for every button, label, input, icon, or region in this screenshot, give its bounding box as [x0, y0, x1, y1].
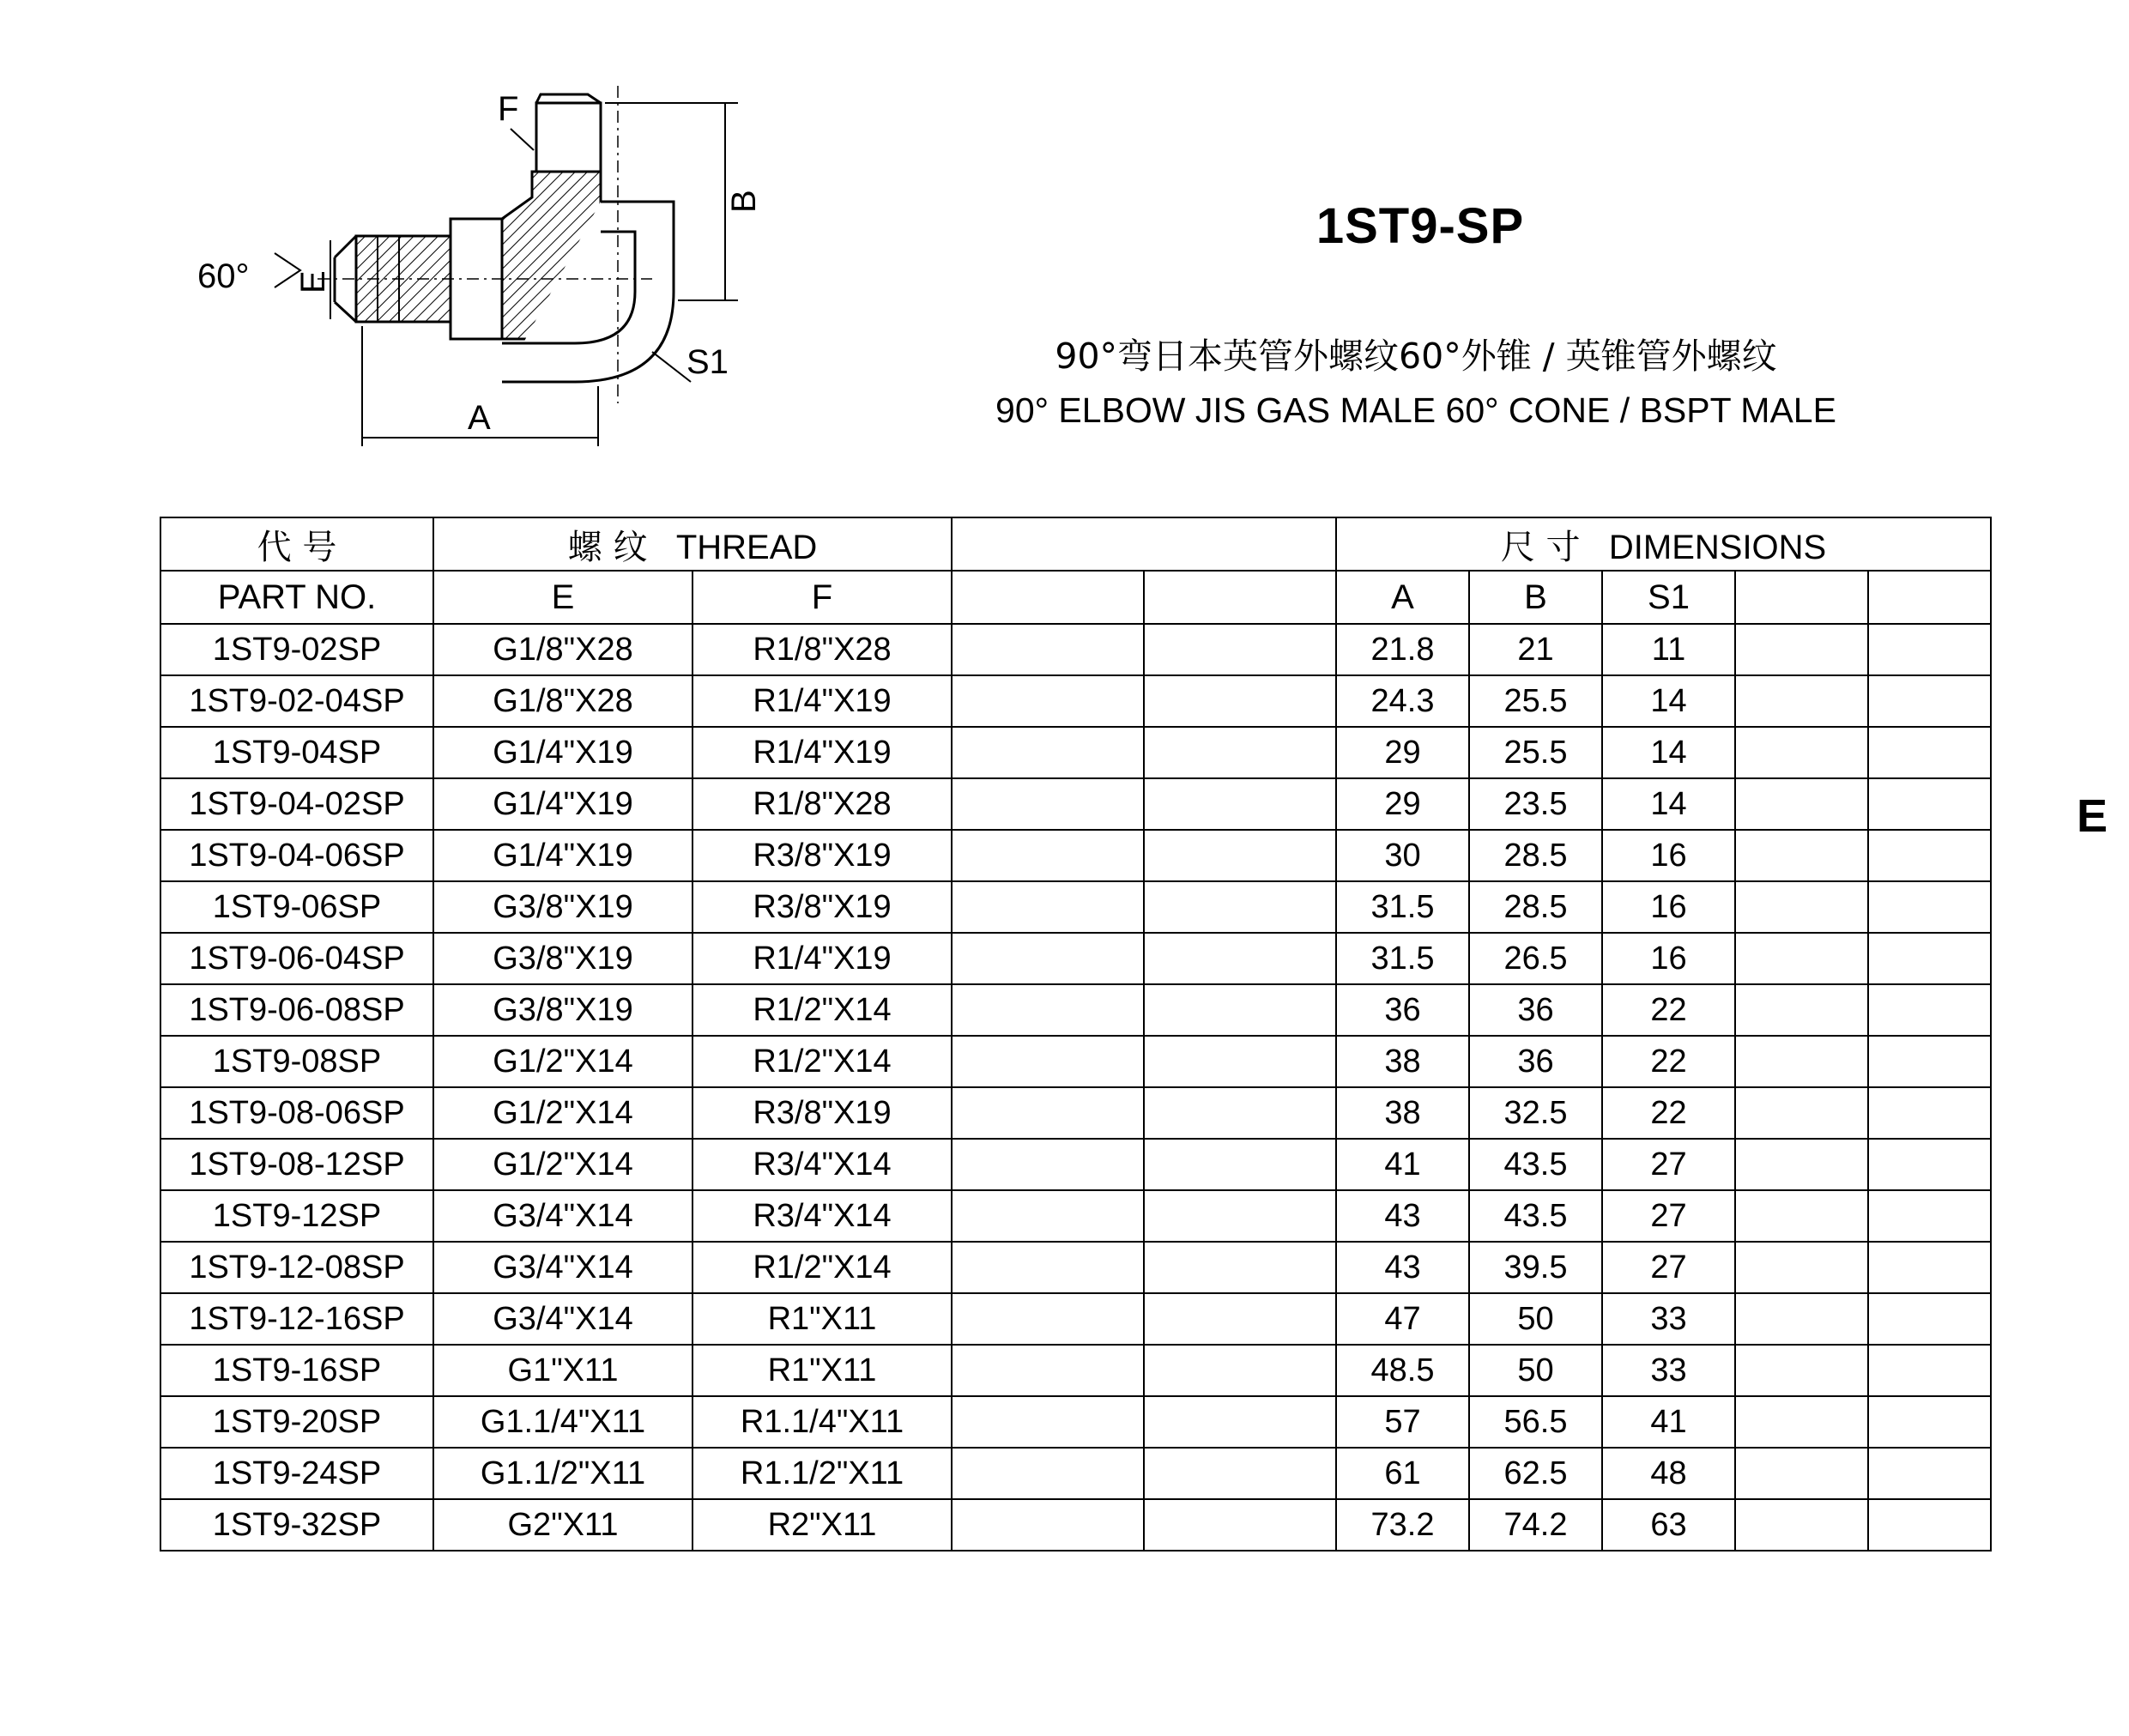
header-col-b: B: [1469, 571, 1602, 624]
cell-dim-a: 36: [1336, 984, 1469, 1036]
header-blank-2: [1144, 571, 1336, 624]
cell-part-no: 1ST9-04SP: [160, 727, 433, 778]
cell-dim-a: 47: [1336, 1293, 1469, 1345]
cell-blank: [1735, 1396, 1868, 1448]
cell-dim-s1: 22: [1602, 1036, 1735, 1087]
cell-dim-s1: 27: [1602, 1139, 1735, 1190]
header-col-e: E: [433, 571, 693, 624]
cell-thread-e: G3/4"X14: [433, 1190, 693, 1242]
label-a: A: [468, 399, 491, 437]
cell-dim-a: 48.5: [1336, 1345, 1469, 1396]
cell-blank: [1868, 624, 1991, 675]
title-english: 90° ELBOW JIS GAS MALE 60° CONE / BSPT MALE: [995, 390, 1836, 430]
table-row: [160, 675, 1991, 727]
cell-blank: [1868, 727, 1991, 778]
cell-part-no: 1ST9-12SP: [160, 1190, 433, 1242]
cell-blank: [1735, 933, 1868, 984]
cell-dim-s1: 63: [1602, 1499, 1735, 1551]
cell-blank: [1868, 1036, 1991, 1087]
cell-part-no: 1ST9-06-04SP: [160, 933, 433, 984]
cell-blank: [952, 1242, 1144, 1293]
cell-blank: [952, 1293, 1144, 1345]
header-part-no: PART NO.: [160, 571, 433, 624]
table-row: [160, 1139, 1991, 1190]
cell-blank: [1144, 1293, 1336, 1345]
cell-thread-e: G1/2"X14: [433, 1087, 693, 1139]
parts-table: [160, 517, 1992, 1552]
cell-thread-e: G1/4"X19: [433, 727, 693, 778]
cell-dim-a: 38: [1336, 1036, 1469, 1087]
header-blank-3: [1735, 571, 1868, 624]
cell-dim-b: 50: [1469, 1345, 1602, 1396]
cell-thread-e: G1"X11: [433, 1345, 693, 1396]
cell-thread-f: R3/8"X19: [693, 1087, 952, 1139]
cell-thread-f: R1"X11: [693, 1345, 952, 1396]
cell-dim-b: 28.5: [1469, 881, 1602, 933]
cell-part-no: 1ST9-08SP: [160, 1036, 433, 1087]
cell-blank: [1868, 1293, 1991, 1345]
cell-dim-b: 36: [1469, 984, 1602, 1036]
cell-dim-b: 32.5: [1469, 1087, 1602, 1139]
label-angle: 60°: [197, 257, 250, 295]
cell-thread-e: G3/8"X19: [433, 881, 693, 933]
cell-thread-f: R1/2"X14: [693, 1242, 952, 1293]
cell-blank: [1144, 1396, 1336, 1448]
label-e: E: [294, 270, 332, 293]
cell-dim-s1: 16: [1602, 881, 1735, 933]
table-row: [160, 1242, 1991, 1293]
header-thread: 螺 纹 THREAD: [433, 517, 952, 571]
cell-thread-f: R3/8"X19: [693, 830, 952, 881]
cell-dim-s1: 14: [1602, 675, 1735, 727]
cell-blank: [952, 1036, 1144, 1087]
cell-dim-s1: 16: [1602, 830, 1735, 881]
cell-dim-b: 39.5: [1469, 1242, 1602, 1293]
cell-thread-e: G1.1/4"X11: [433, 1396, 693, 1448]
cell-thread-f: R3/8"X19: [693, 881, 952, 933]
cell-blank: [952, 675, 1144, 727]
cell-blank: [1144, 1242, 1336, 1293]
cell-thread-e: G2"X11: [433, 1499, 693, 1551]
cell-thread-f: R2"X11: [693, 1499, 952, 1551]
table-row: [160, 1345, 1991, 1396]
cell-thread-e: G1/4"X19: [433, 830, 693, 881]
cell-dim-b: 43.5: [1469, 1190, 1602, 1242]
cell-blank: [952, 830, 1144, 881]
cell-blank: [1868, 1242, 1991, 1293]
table-row: [160, 1448, 1991, 1499]
cell-dim-s1: 33: [1602, 1345, 1735, 1396]
cell-blank: [1868, 1499, 1991, 1551]
cell-thread-e: G1/4"X19: [433, 778, 693, 830]
cell-blank: [952, 1139, 1144, 1190]
cell-dim-a: 29: [1336, 727, 1469, 778]
header-blank: [952, 517, 1336, 571]
cell-thread-f: R1/8"X28: [693, 778, 952, 830]
cell-blank: [952, 1190, 1144, 1242]
table-row: [160, 984, 1991, 1036]
cell-dim-s1: 11: [1602, 624, 1735, 675]
cell-blank: [1735, 778, 1868, 830]
cell-dim-a: 31.5: [1336, 933, 1469, 984]
cell-part-no: 1ST9-32SP: [160, 1499, 433, 1551]
cell-blank: [1868, 1190, 1991, 1242]
label-f: F: [498, 90, 519, 128]
table-row: [160, 1396, 1991, 1448]
cell-blank: [952, 778, 1144, 830]
cell-blank: [1868, 1448, 1991, 1499]
cell-blank: [1735, 1448, 1868, 1499]
header-col-a: A: [1336, 571, 1469, 624]
cell-part-no: 1ST9-12-08SP: [160, 1242, 433, 1293]
cell-thread-f: R1/4"X19: [693, 727, 952, 778]
cell-blank: [1868, 1345, 1991, 1396]
cell-dim-s1: 27: [1602, 1242, 1735, 1293]
cell-part-no: 1ST9-20SP: [160, 1396, 433, 1448]
table-row: [160, 881, 1991, 933]
cell-blank: [1868, 778, 1991, 830]
cell-dim-a: 29: [1336, 778, 1469, 830]
cell-blank: [1144, 1139, 1336, 1190]
cell-dim-s1: 48: [1602, 1448, 1735, 1499]
cell-blank: [1144, 1087, 1336, 1139]
cell-dim-b: 23.5: [1469, 778, 1602, 830]
cell-dim-b: 25.5: [1469, 727, 1602, 778]
cell-dim-b: 56.5: [1469, 1396, 1602, 1448]
cell-part-no: 1ST9-12-16SP: [160, 1293, 433, 1345]
cell-dim-s1: 22: [1602, 1087, 1735, 1139]
cell-blank: [1868, 830, 1991, 881]
cell-blank: [1735, 1499, 1868, 1551]
cell-dim-b: 50: [1469, 1293, 1602, 1345]
cell-part-no: 1ST9-16SP: [160, 1345, 433, 1396]
header-col-f: F: [693, 571, 952, 624]
cell-thread-f: R3/4"X14: [693, 1190, 952, 1242]
cell-blank: [1144, 1448, 1336, 1499]
cell-thread-f: R1"X11: [693, 1293, 952, 1345]
label-s1: S1: [686, 343, 729, 381]
cell-part-no: 1ST9-04-02SP: [160, 778, 433, 830]
cell-thread-f: R1/2"X14: [693, 1036, 952, 1087]
cell-blank: [1868, 1087, 1991, 1139]
cell-thread-f: R1/8"X28: [693, 624, 952, 675]
cell-dim-b: 21: [1469, 624, 1602, 675]
cell-thread-e: G1/2"X14: [433, 1139, 693, 1190]
cell-dim-b: 74.2: [1469, 1499, 1602, 1551]
cell-thread-e: G3/4"X14: [433, 1293, 693, 1345]
cell-dim-b: 62.5: [1469, 1448, 1602, 1499]
table-row: [160, 1293, 1991, 1345]
cell-blank: [952, 624, 1144, 675]
table-row: [160, 830, 1991, 881]
cell-dim-a: 61: [1336, 1448, 1469, 1499]
cell-dim-s1: 41: [1602, 1396, 1735, 1448]
cell-blank: [952, 1345, 1144, 1396]
elbow-fitting-diagram: [172, 77, 772, 463]
cell-dim-a: 24.3: [1336, 675, 1469, 727]
cell-dim-b: 28.5: [1469, 830, 1602, 881]
cell-blank: [1144, 933, 1336, 984]
cell-blank: [1735, 1242, 1868, 1293]
table-row: [160, 727, 1991, 778]
cell-dim-a: 43: [1336, 1242, 1469, 1293]
cell-blank: [1144, 1345, 1336, 1396]
cell-blank: [1868, 1396, 1991, 1448]
cell-blank: [1735, 1139, 1868, 1190]
cell-blank: [1144, 1499, 1336, 1551]
cell-blank: [1868, 933, 1991, 984]
cell-thread-f: R3/4"X14: [693, 1139, 952, 1190]
cell-blank: [1735, 1293, 1868, 1345]
cell-thread-f: R1/4"X19: [693, 675, 952, 727]
bspt-end: [536, 103, 601, 172]
cell-blank: [1144, 778, 1336, 830]
cell-part-no: 1ST9-06SP: [160, 881, 433, 933]
header-blank-4: [1868, 571, 1991, 624]
cell-dim-a: 43: [1336, 1190, 1469, 1242]
cell-part-no: 1ST9-08-12SP: [160, 1139, 433, 1190]
cell-blank: [1735, 624, 1868, 675]
cell-thread-f: R1.1/4"X11: [693, 1396, 952, 1448]
cell-thread-e: G1/2"X14: [433, 1036, 693, 1087]
cell-blank: [1144, 675, 1336, 727]
cell-blank: [1868, 881, 1991, 933]
cell-dim-s1: 27: [1602, 1190, 1735, 1242]
cell-blank: [1868, 675, 1991, 727]
cell-thread-e: G3/4"X14: [433, 1242, 693, 1293]
cell-blank: [1144, 984, 1336, 1036]
cell-thread-e: G1.1/2"X11: [433, 1448, 693, 1499]
cell-blank: [1144, 727, 1336, 778]
cell-dim-a: 30: [1336, 830, 1469, 881]
title-chinese: 90°弯日本英管外螺纹60°外锥 / 英锥管外螺纹: [1055, 336, 1777, 377]
cell-thread-e: G3/8"X19: [433, 933, 693, 984]
cell-blank: [952, 984, 1144, 1036]
cell-dim-b: 26.5: [1469, 933, 1602, 984]
cell-blank: [952, 1448, 1144, 1499]
cell-dim-b: 25.5: [1469, 675, 1602, 727]
table-row: [160, 1499, 1991, 1551]
cell-blank: [1735, 1036, 1868, 1087]
cell-thread-e: G1/8"X28: [433, 675, 693, 727]
cell-part-no: 1ST9-02SP: [160, 624, 433, 675]
label-b: B: [725, 190, 763, 213]
cell-dim-s1: 33: [1602, 1293, 1735, 1345]
cell-part-no: 1ST9-06-08SP: [160, 984, 433, 1036]
cell-thread-e: G3/8"X19: [433, 984, 693, 1036]
cell-blank: [1868, 984, 1991, 1036]
cell-blank: [1735, 1190, 1868, 1242]
header-blank-1: [952, 571, 1144, 624]
cell-dim-a: 57: [1336, 1396, 1469, 1448]
cell-blank: [1735, 984, 1868, 1036]
cell-blank: [1144, 624, 1336, 675]
cell-dim-a: 38: [1336, 1087, 1469, 1139]
cell-blank: [952, 727, 1144, 778]
model-number: 1ST9-SP: [1316, 198, 1525, 254]
cell-blank: [1144, 830, 1336, 881]
table-row: [160, 624, 1991, 675]
table-row: [160, 1190, 1991, 1242]
cell-blank: [952, 881, 1144, 933]
cell-blank: [1144, 1036, 1336, 1087]
cell-dim-s1: 14: [1602, 778, 1735, 830]
cell-dim-a: 31.5: [1336, 881, 1469, 933]
cell-part-no: 1ST9-24SP: [160, 1448, 433, 1499]
cell-part-no: 1ST9-04-06SP: [160, 830, 433, 881]
cell-blank: [952, 1087, 1144, 1139]
fitting-drawing: [172, 77, 772, 463]
header-col-s1: S1: [1602, 571, 1735, 624]
cell-blank: [1735, 830, 1868, 881]
table-row: [160, 778, 1991, 830]
cell-blank: [952, 1499, 1144, 1551]
cell-dim-a: 41: [1336, 1139, 1469, 1190]
cell-thread-f: R1/4"X19: [693, 933, 952, 984]
cell-part-no: 1ST9-08-06SP: [160, 1087, 433, 1139]
section-letter: E: [2077, 790, 2108, 842]
cell-blank: [1735, 1087, 1868, 1139]
cell-blank: [1735, 1345, 1868, 1396]
cell-blank: [1735, 727, 1868, 778]
cell-dim-b: 36: [1469, 1036, 1602, 1087]
table-row: [160, 1087, 1991, 1139]
cell-blank: [1735, 675, 1868, 727]
cell-blank: [1144, 1190, 1336, 1242]
table-row: [160, 933, 1991, 984]
cell-dim-s1: 16: [1602, 933, 1735, 984]
cell-dim-s1: 22: [1602, 984, 1735, 1036]
cell-dim-s1: 14: [1602, 727, 1735, 778]
cell-thread-f: R1.1/2"X11: [693, 1448, 952, 1499]
cell-blank: [952, 933, 1144, 984]
cell-blank: [1735, 881, 1868, 933]
cell-part-no: 1ST9-02-04SP: [160, 675, 433, 727]
cell-thread-f: R1/2"X14: [693, 984, 952, 1036]
cell-dim-a: 21.8: [1336, 624, 1469, 675]
table-row: [160, 1036, 1991, 1087]
cell-thread-e: G1/8"X28: [433, 624, 693, 675]
header-code-cn: 代 号: [160, 517, 433, 571]
cell-dim-a: 73.2: [1336, 1499, 1469, 1551]
cell-blank: [1868, 1139, 1991, 1190]
cell-blank: [952, 1396, 1144, 1448]
cell-dim-b: 43.5: [1469, 1139, 1602, 1190]
cell-blank: [1144, 881, 1336, 933]
header-dimensions: 尺 寸 DIMENSIONS: [1336, 517, 1991, 571]
